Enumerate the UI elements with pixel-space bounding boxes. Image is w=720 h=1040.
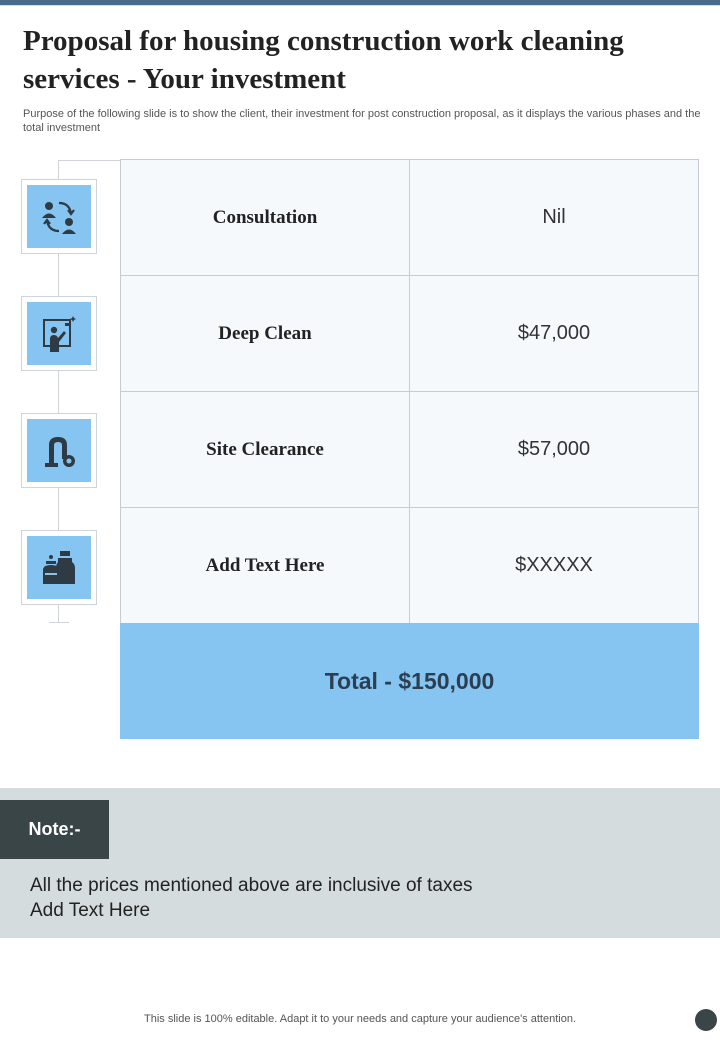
table-row [120, 391, 699, 507]
table-row [120, 275, 699, 391]
vacuum-cleaner-icon [27, 419, 91, 482]
note-line-taxes: All the prices mentioned above are inclusive of taxes [30, 875, 473, 896]
phase-label: Add Text Here [121, 508, 410, 623]
consultation-people-icon [27, 185, 91, 248]
icon-frame-consultation [21, 179, 97, 254]
top-divider [0, 5, 720, 6]
phase-price: $XXXXX [515, 554, 593, 576]
phase-label: Consultation [121, 160, 410, 275]
deep-clean-worker-icon [27, 302, 91, 365]
icon-frame-add-text [21, 530, 97, 605]
note-line-add-text: Add Text Here [30, 900, 151, 921]
icon-frame-deep-clean [21, 296, 97, 371]
total-row: Total - $150,000 [120, 623, 699, 739]
phase-label: Site Clearance [121, 392, 410, 507]
table-row [120, 159, 699, 275]
page-subtitle: Purpose of the following slide is to show the client, their investment for post construction proposal, as it displays the various phases and the total investment [23, 108, 701, 134]
page-title: Proposal for housing construction work cleaning services - Your investment [23, 25, 624, 95]
footer-text: This slide is 100% editable. Adapt it to your needs and capture your audience's attention. [144, 1013, 576, 1025]
investment-table [120, 159, 699, 739]
note-text [30, 873, 690, 923]
footer-dot-icon [695, 1009, 717, 1031]
table-row [120, 507, 699, 623]
timeline-end-tick [49, 622, 69, 623]
phase-label: Deep Clean [121, 276, 410, 391]
phase-price: $47,000 [517, 322, 591, 344]
phase-price: Nil [542, 206, 566, 228]
note-label: Note:- [0, 800, 109, 859]
phase-price: $57,000 [517, 438, 591, 460]
icon-frame-site-clearance [21, 413, 97, 488]
cleaning-supplies-icon [27, 536, 91, 599]
